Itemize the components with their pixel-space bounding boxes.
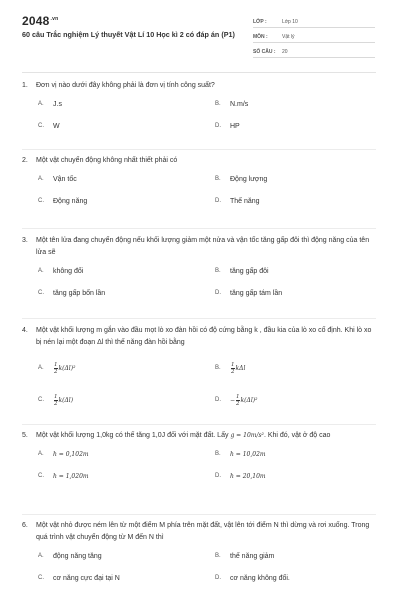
- question-1: [22, 80, 378, 142]
- option-letter: D.: [215, 575, 221, 581]
- option-letter: D.: [215, 123, 221, 129]
- divider: [22, 149, 376, 150]
- option-letter: D.: [215, 473, 221, 479]
- option-a[interactable]: [22, 98, 200, 110]
- option-letter: B.: [215, 365, 221, 371]
- denominator: 2: [236, 400, 240, 407]
- meta-key: MÔN :: [253, 33, 268, 40]
- question-text: Đơn vị nào dưới đây không phải là đơn vị tính công suất?: [36, 82, 215, 89]
- meta-key: SỐ CÂU :: [253, 48, 276, 55]
- question-3: [22, 235, 378, 309]
- option-text: tăng gấp tám lần: [230, 289, 283, 297]
- fraction: [231, 362, 235, 375]
- expression: k(Δl): [58, 396, 74, 404]
- option-letter: B.: [215, 176, 221, 182]
- denominator: 2: [231, 368, 235, 375]
- meta-value: Vật lý: [282, 33, 295, 40]
- option-letter: B.: [215, 553, 221, 559]
- option-d[interactable]: [200, 195, 378, 207]
- fraction: [236, 394, 240, 407]
- option-letter: B.: [215, 101, 221, 107]
- site-logo[interactable]: $2048^{.vn}$: [22, 14, 59, 28]
- option-c[interactable]: [22, 195, 200, 207]
- question-text: Một vật nhỏ được ném lên từ một điểm M phía trên mặt đất, vật lên tới điểm N thì dừng và rơi xuống. Trong quá trình vật chuyển động từ M đến N thì: [36, 522, 370, 541]
- question-5: [22, 430, 378, 492]
- option-text: N.m/s: [230, 100, 249, 108]
- option-letter: C.: [38, 397, 44, 403]
- option-letter: C.: [38, 123, 44, 129]
- question-4: [22, 325, 378, 423]
- option-a[interactable]: [22, 550, 200, 562]
- option-letter: A.: [38, 176, 44, 182]
- question-number: 2.: [22, 157, 28, 164]
- option-letter: C.: [38, 290, 44, 296]
- question-number: 3.: [22, 237, 28, 244]
- meta-info: [253, 16, 375, 61]
- question-6: [22, 520, 378, 594]
- meta-value: Lớp 10: [282, 18, 298, 25]
- formula: [230, 394, 258, 407]
- option-text: h = 20,10m: [230, 472, 266, 480]
- option-b[interactable]: [200, 98, 378, 110]
- numerator: 1: [231, 361, 235, 368]
- option-text: Động lượng: [230, 175, 268, 183]
- option-letter: D.: [215, 397, 221, 403]
- meta-subject: [253, 31, 375, 43]
- denominator: 2: [54, 368, 58, 375]
- option-a[interactable]: [22, 265, 200, 277]
- option-text: không đổi: [53, 267, 84, 275]
- meta-value: 20: [282, 48, 288, 55]
- meta-class: [253, 16, 375, 28]
- option-letter: A.: [38, 268, 44, 274]
- option-text: cơ năng không đổi.: [230, 574, 290, 582]
- fraction: [54, 362, 58, 375]
- fraction: [54, 394, 58, 407]
- option-b[interactable]: [200, 448, 378, 460]
- option-text: J.s: [53, 100, 62, 108]
- option-letter: A.: [38, 451, 44, 457]
- expression: k(Δl)²: [240, 396, 258, 404]
- formula: [230, 362, 245, 375]
- document-title: 60 câu Trắc nghiệm Lý thuyết Vật Lí 10 Học kì 2 có đáp án (P1): [22, 30, 235, 39]
- option-letter: A.: [38, 101, 44, 107]
- denominator: 2: [54, 400, 58, 407]
- option-a[interactable]: [22, 448, 200, 460]
- formula: [53, 394, 73, 407]
- sign: −: [230, 396, 236, 404]
- expression: kΔl: [235, 364, 246, 372]
- option-b[interactable]: [200, 550, 378, 562]
- option-text: cơ năng cực đại tại N: [53, 574, 120, 582]
- option-letter: B.: [215, 268, 221, 274]
- option-letter: C.: [38, 575, 44, 581]
- option-a[interactable]: [22, 359, 200, 377]
- divider: [22, 318, 376, 319]
- option-d[interactable]: [200, 120, 378, 132]
- divider: [22, 424, 376, 425]
- option-text: Vận tốc: [53, 175, 77, 183]
- option-d[interactable]: [200, 572, 378, 584]
- option-text: h = 0,102m: [53, 450, 89, 458]
- option-a[interactable]: [22, 173, 200, 185]
- option-letter: A.: [38, 365, 44, 371]
- option-c[interactable]: [22, 120, 200, 132]
- option-letter: D.: [215, 290, 221, 296]
- option-c[interactable]: [22, 287, 200, 299]
- question-text: Một vật khối lượng 1,0kg có thế tăng 1,0J đối với mặt đất. Lấy g = 10m/s². Khi đó, vật ở độ cao: [36, 432, 331, 439]
- divider: [22, 514, 376, 515]
- option-letter: D.: [215, 198, 221, 204]
- option-letter: B.: [215, 451, 221, 457]
- question-text: Một vật chuyển động không nhất thiết phải có: [36, 157, 178, 164]
- divider: [22, 228, 376, 229]
- expression: k(Δl)²: [58, 364, 76, 372]
- numerator: 1: [236, 393, 240, 400]
- option-text: tăng gấp đôi: [230, 267, 269, 275]
- option-text: tăng gấp bốn lần: [53, 289, 106, 297]
- option-text: h = 1,020m: [53, 472, 89, 480]
- gravity-formula: g = 10m/s²: [230, 432, 264, 439]
- option-b[interactable]: [200, 359, 378, 377]
- option-text: HP: [230, 122, 240, 130]
- question-text: Một vật khối lượng m gắn vào đầu mọt lò xo đàn hồi có độ cứng bằng k , đầu kia của lò xo cố định. Khi lò xo bị nén lại một đoạn Δl thì thế năng đàn hồi bằng: [36, 327, 372, 346]
- option-letter: A.: [38, 553, 44, 559]
- option-d[interactable]: [200, 287, 378, 299]
- numerator: 1: [54, 393, 58, 400]
- question-text: Một tên lửa đang chuyển động nếu khối lượng giảm một nửa và vận tốc tăng gấp đôi thì động năng của tên lửa sẽ: [36, 237, 370, 256]
- option-d[interactable]: [200, 470, 378, 482]
- question-number: 4.: [22, 327, 28, 334]
- option-text: Thế năng: [230, 197, 260, 205]
- option-letter: C.: [38, 198, 44, 204]
- option-b[interactable]: [200, 265, 378, 277]
- option-text: W: [53, 122, 60, 130]
- option-text: Động năng: [53, 197, 88, 205]
- document-header: [0, 0, 400, 72]
- option-c[interactable]: [22, 391, 200, 409]
- option-text: thế năng giảm: [230, 552, 275, 560]
- option-letter: C.: [38, 473, 44, 479]
- option-d[interactable]: [200, 391, 378, 409]
- numerator: 1: [54, 361, 58, 368]
- question-number: 5.: [22, 432, 28, 439]
- option-text: h = 10,02m: [230, 450, 266, 458]
- option-text: động năng tăng: [53, 552, 102, 560]
- question-number: 1.: [22, 82, 28, 89]
- question-number: 6.: [22, 522, 28, 529]
- option-c[interactable]: [22, 470, 200, 482]
- meta-count: [253, 46, 375, 58]
- formula: [53, 362, 75, 375]
- header-divider: [22, 72, 376, 73]
- meta-key: LỚP :: [253, 18, 267, 25]
- question-2: [22, 155, 378, 217]
- option-c[interactable]: [22, 572, 200, 584]
- option-b[interactable]: [200, 173, 378, 185]
